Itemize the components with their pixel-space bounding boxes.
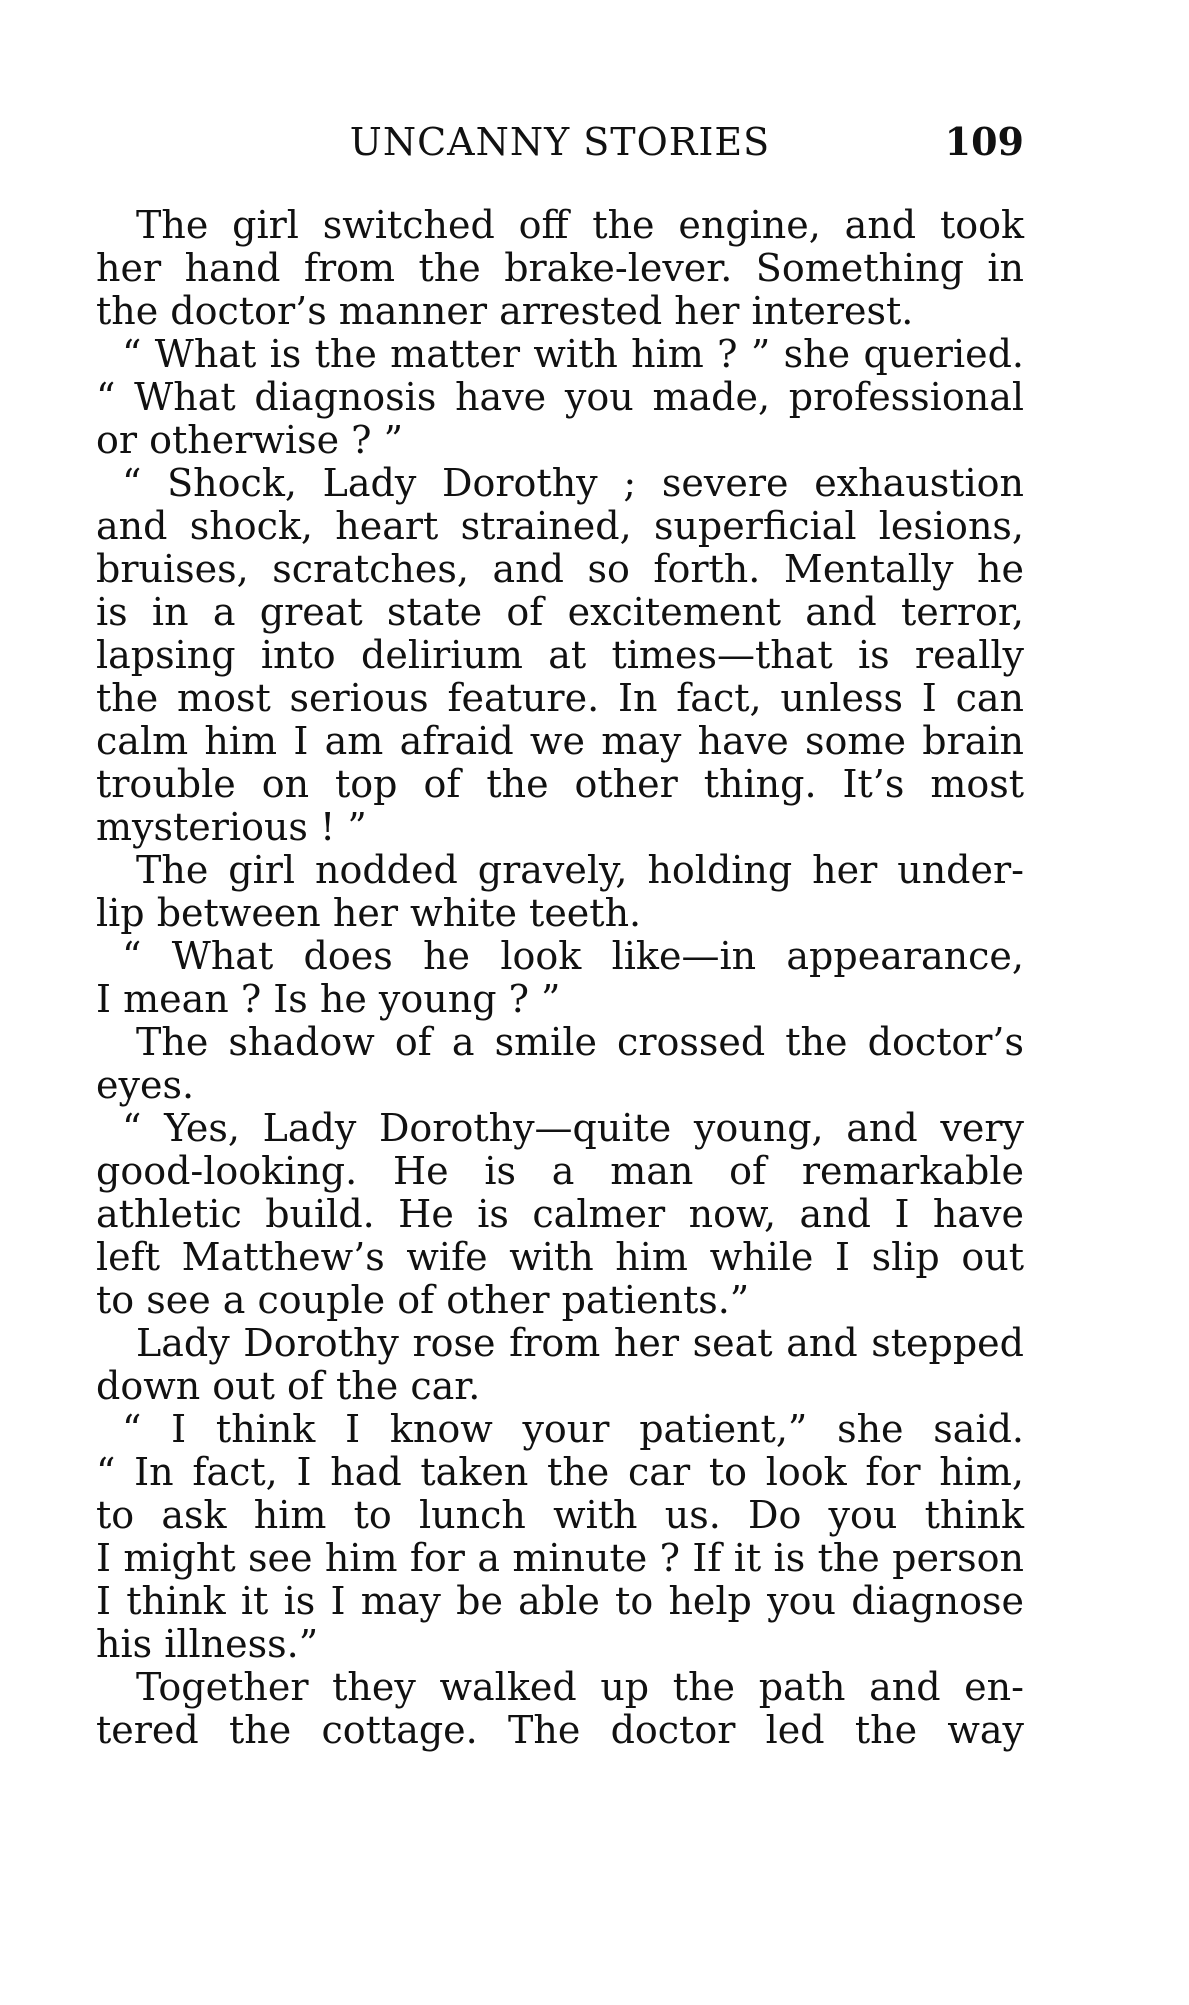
text-line: “ Shock, Lady Dorothy ; severe exhaustion [122, 461, 1024, 505]
running-head [96, 112, 1024, 172]
text-line: is in a great state of excitement and terror, [96, 590, 1024, 634]
body-text [96, 204, 1024, 1752]
text-line: the most serious feature. In fact, unless I can [96, 676, 1024, 720]
text-line: “ What is the matter with him ? ” she queried. [122, 332, 1024, 376]
text-line: his illness.” [96, 1622, 319, 1666]
text-line: lip between her white teeth. [96, 891, 642, 935]
text-line: “ I think I know your patient,” she said. [122, 1407, 1024, 1451]
text-line: mysterious ! ” [96, 805, 367, 849]
text-line: “ Yes, Lady Dorothy—quite young, and very [122, 1106, 1024, 1150]
text-line: Lady Dorothy rose from her seat and stepped [136, 1321, 1024, 1365]
text-line: I think it is I may be able to help you diagnose [96, 1579, 1024, 1623]
text-line: and shock, heart strained, superficial lesions, [96, 504, 1024, 548]
text-line: I might see him for a minute ? If it is the person [96, 1536, 1024, 1580]
text-line: athletic build. He is calmer now, and I have [96, 1192, 1024, 1236]
text-line: calm him I am afraid we may have some brain [96, 719, 1024, 763]
text-line: tered the cottage. The doctor led the way [96, 1708, 1024, 1752]
text-line: good-looking. He is a man of remarkable [96, 1149, 1024, 1193]
text-line: lapsing into delirium at times—that is really [96, 633, 1024, 677]
text-line: her hand from the brake-lever. Something in [96, 246, 1024, 290]
text-line: “ What does he look like—in appearance, [122, 934, 1024, 978]
running-title: UNCANNY STORIES [349, 120, 771, 164]
text-line: Together they walked up the path and en- [136, 1665, 1024, 1709]
text-line: The shadow of a smile crossed the doctor’s [136, 1020, 1024, 1064]
page-number: 109 [944, 119, 1024, 164]
text-line: down out of the car. [96, 1364, 481, 1408]
text-line: to ask him to lunch with us. Do you think [96, 1493, 1024, 1537]
text-line: “ In fact, I had taken the car to look for him, [96, 1450, 1024, 1494]
text-line: The girl nodded gravely, holding her under- [136, 848, 1024, 892]
text-line: “ What diagnosis have you made, professional [96, 375, 1024, 419]
text-line: trouble on top of the other thing. It’s most [96, 762, 1024, 806]
text-line: eyes. [96, 1063, 195, 1107]
text-line: bruises, scratches, and so forth. Mentally he [96, 547, 1024, 591]
text-line: left Matthew’s wife with him while I slip out [96, 1235, 1024, 1279]
text-line: The girl switched off the engine, and took [136, 203, 1024, 247]
text-line: to see a couple of other patients.” [96, 1278, 750, 1322]
text-line: I mean ? Is he young ? ” [96, 977, 561, 1021]
text-line: or otherwise ? ” [96, 418, 404, 462]
text-line: the doctor’s manner arrested her interest. [96, 289, 914, 333]
